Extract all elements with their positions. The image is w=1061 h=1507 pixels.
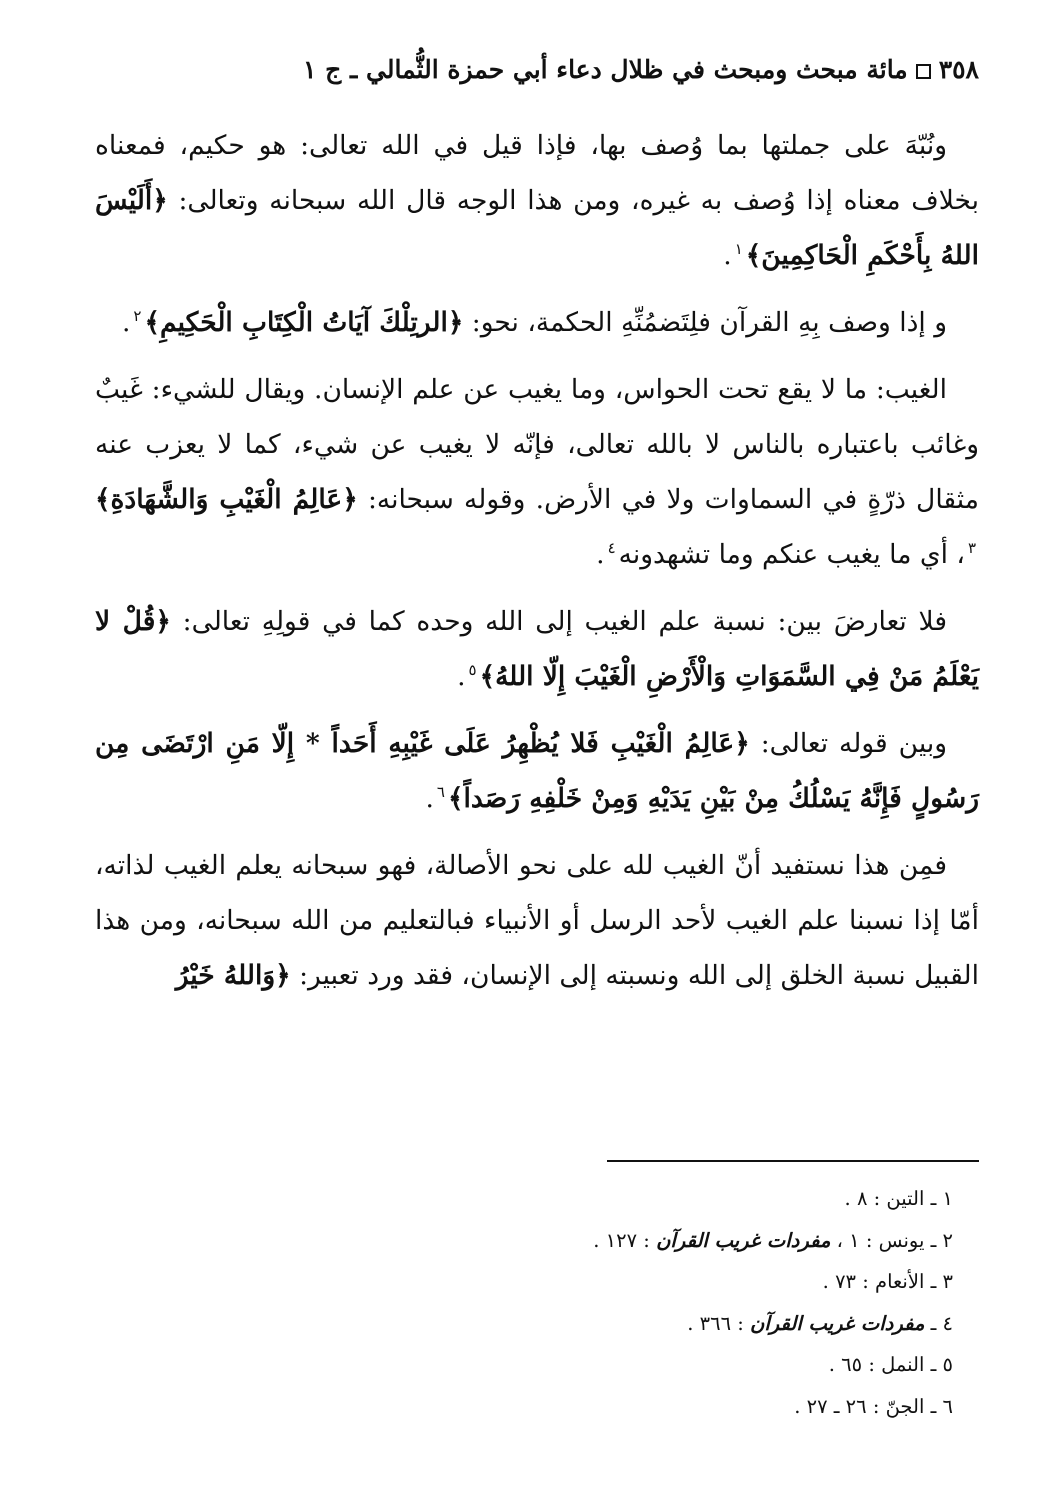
footnote-ref: ٢	[133, 307, 142, 326]
footnote-ref: ٣	[967, 539, 976, 558]
footnote-ref: ١	[734, 240, 743, 259]
quran-quote: ﴿أَلَيْسَ اللهُ بِأَحْكَمِ الْحَاكِمِينَ﴾	[95, 185, 979, 271]
footnote-item: ٣ ـ الأنعام : ٧٣ .	[822, 1270, 953, 1293]
paragraph: فلا تعارضَ بين: نسبة علم الغيب إلى الله وحده كما في قولِهِ تعالى: ﴿قُلْ لا يَعْلَمُ مَنْ فِي السَّمَوَاتِ وَالْأَرْضِ الْغَيْبَ إِلّا اللهُ﴾$^٥$.	[95, 606, 979, 692]
paragraph: ونُبّهَ على جملتها بما وُصف بها، فإذا قيل في الله تعالى: هو حكيم، فمعناه بخلاف معناه إذا وُصف به غيره، ومن هذا الوجه قال الله سبحانه وتعالى: ﴿أَلَيْسَ اللهُ بِأَحْكَمِ الْحَاكِمِينَ﴾$^١$.	[95, 130, 979, 271]
quran-quote: ﴿عَالِمُ الْغَيْبِ فَلا يُظْهِرُ عَلَى غَيْبِهِ أَحَداً * إِلّا مَنِ ارْتَضَى مِن رَسُولٍ فَإِنَّهُ يَسْلُكُ مِنْ بَيْنِ يَدَيْهِ وَمِنْ خَلْفِهِ رَصَداً﴾	[95, 728, 979, 814]
main-text	[95, 118, 979, 1015]
page-number: ٣٥٨	[938, 55, 979, 84]
footnote-ref: ٤	[607, 539, 616, 558]
footnote-item: ٥ ـ النمل : ٦٥ .	[828, 1353, 953, 1376]
quran-quote: ﴿عَالِمُ الْغَيْبِ وَالشَّهَادَةِ﴾	[95, 484, 358, 515]
running-header	[95, 52, 979, 88]
quran-quote: ﴿وَاللهُ خَيْرُ	[175, 960, 291, 991]
source-title: مفردات غريب القرآن	[750, 1311, 925, 1335]
paragraph: الغيب: ما لا يقع تحت الحواس، وما يغيب عن علم الإنسان. ويقال للشيء: غَيبٌ وغائب باعتباره بالناس لا بالله تعالى، فإنّه لا يغيب عن شيء، كما لا يعزب عنه مثقال ذرّةٍ في السماوات ولا في الأرض. وقوله سبحانه: ﴿عَالِمُ الْغَيْبِ وَالشَّهَادَةِ﴾$^٣$، أي ما يغيب عنكم وما تشهدونه$^٤$.	[95, 374, 979, 570]
footnote-item: ١ ـ التين : ٨ .	[844, 1187, 953, 1210]
footnote-ref: ٦	[436, 783, 445, 802]
square-ornament-icon	[916, 64, 931, 79]
paragraph: فمِن هذا نستفيد أنّ الغيب لله على نحو الأصالة، فهو سبحانه يعلم الغيب لذاته، أمّا إذا نسبنا علم الغيب لأحد الرسل أو الأنبياء فبالتعليم من الله سبحانه، ومن هذا القبيل نسبة الخلق إلى الله ونسبته إلى الإنسان، فقد ورد تعبير: ﴿وَاللهُ خَيْرُ	[95, 850, 979, 991]
paragraph: وبين قوله تعالى: ﴿عَالِمُ الْغَيْبِ فَلا يُظْهِرُ عَلَى غَيْبِهِ أَحَداً * إِلّا مَنِ ارْتَضَى مِن رَسُولٍ فَإِنَّهُ يَسْلُكُ مِنْ بَيْنِ يَدَيْهِ وَمِنْ خَلْفِهِ رَصَداً﴾$^٦$.	[95, 728, 979, 814]
footnotes	[95, 1178, 953, 1427]
footnote-item: ٤ ـ مفردات غريب القرآن : ٣٦٦ .	[687, 1311, 953, 1335]
footnote-item: ٢ ـ يونس : ١ ، مفردات غريب القرآن : ١٢٧ .	[593, 1228, 953, 1252]
footnote-item: ٦ ـ الجنّ : ٢٦ ـ ٢٧ .	[794, 1394, 953, 1418]
paragraph: و إذا وصف بِهِ القرآن فلِتَضمُنِّهِ الحكمة، نحو: ﴿الرتِلْكَ آيَاتُ الْكِتَابِ الْحَكِيمِ﴾$^٢$.	[121, 307, 947, 338]
footnote-ref: ٥	[468, 661, 477, 680]
book-title: مائة مبحث ومبحث في ظلال دعاء أبي حمزة الثُّمالي ـ ج ١	[303, 55, 908, 84]
source-title: مفردات غريب القرآن	[656, 1228, 831, 1252]
quran-quote: ﴿الرتِلْكَ آيَاتُ الْكِتَابِ الْحَكِيمِ﴾	[144, 307, 464, 338]
book-page	[95, 0, 979, 1507]
quran-quote: ﴿قُلْ لا يَعْلَمُ مَنْ فِي السَّمَوَاتِ وَالْأَرْضِ الْغَيْبَ إِلّا اللهُ﴾	[95, 606, 979, 692]
footnote-divider	[607, 1160, 979, 1162]
